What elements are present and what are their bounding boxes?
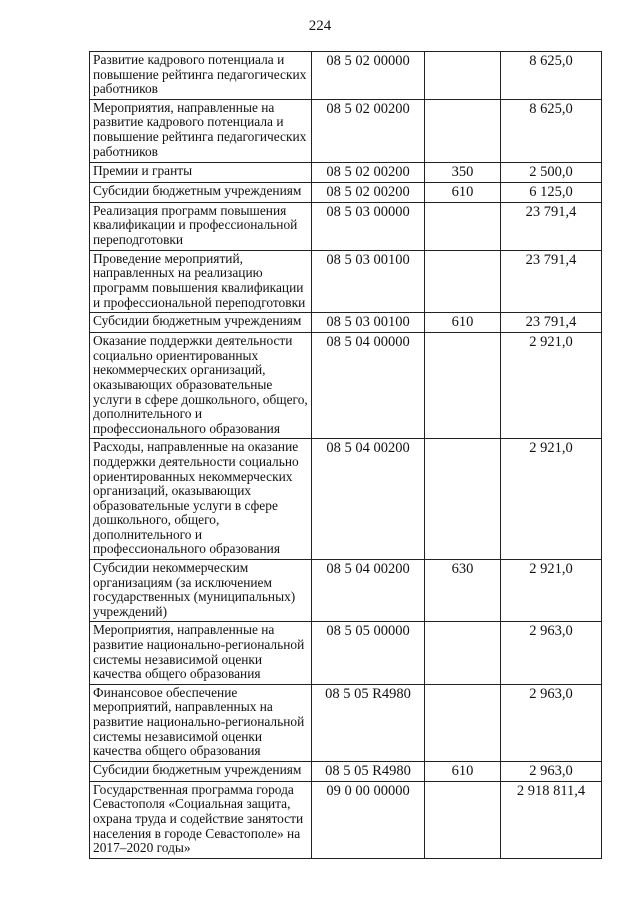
row-kvr: 610 (425, 761, 501, 781)
table-row (90, 52, 602, 100)
row-kvr (425, 52, 501, 100)
table-row (90, 333, 602, 439)
row-name: Мероприятия, направленные на развитие национально-региональной системы независимой оценки качества общего образования (90, 622, 312, 684)
row-code: 08 5 03 00100 (312, 313, 425, 333)
row-sum: 2 921,0 (501, 333, 602, 439)
row-code: 08 5 02 00200 (312, 99, 425, 162)
row-kvr (425, 684, 501, 761)
row-name: Государственная программа города Севастополя «Социальная защита, охрана труда и содействие занятости населения в городе Севастополе» на 2017–2020 годы» (90, 781, 312, 858)
row-name: Мероприятия, направленные на развитие кадрового потенциала и повышение рейтинга педагогических работников (90, 99, 312, 162)
row-code: 08 5 05 R4980 (312, 684, 425, 761)
table-row (90, 761, 602, 781)
row-code: 08 5 02 00000 (312, 52, 425, 100)
table-row (90, 622, 602, 684)
table-row (90, 313, 602, 333)
row-code: 09 0 00 00000 (312, 781, 425, 858)
row-kvr (425, 333, 501, 439)
row-sum: 6 125,0 (501, 182, 602, 202)
row-name: Премии и гранты (90, 162, 312, 182)
row-sum: 2 963,0 (501, 684, 602, 761)
table-row (90, 250, 602, 312)
row-code: 08 5 03 00000 (312, 202, 425, 250)
table-row (90, 99, 602, 162)
row-code: 08 5 04 00000 (312, 333, 425, 439)
row-name: Субсидии бюджетным учреждениям (90, 761, 312, 781)
row-sum: 2 921,0 (501, 560, 602, 622)
row-sum: 8 625,0 (501, 99, 602, 162)
row-sum: 2 918 811,4 (501, 781, 602, 858)
row-code: 08 5 02 00200 (312, 182, 425, 202)
row-name: Финансовое обеспечение мероприятий, направленных на развитие национально-региональной системы независимой оценки качества общего образования (90, 684, 312, 761)
row-name: Развитие кадрового потенциала и повышение рейтинга педагогических работников (90, 52, 312, 100)
row-kvr (425, 202, 501, 250)
row-sum: 2 921,0 (501, 439, 602, 560)
row-sum: 23 791,4 (501, 202, 602, 250)
row-kvr (425, 439, 501, 560)
row-kvr: 350 (425, 162, 501, 182)
row-code: 08 5 05 R4980 (312, 761, 425, 781)
row-kvr: 610 (425, 313, 501, 333)
row-code: 08 5 05 00000 (312, 622, 425, 684)
row-sum: 2 500,0 (501, 162, 602, 182)
row-sum: 23 791,4 (501, 250, 602, 312)
budget-table (89, 51, 602, 859)
row-name: Субсидии бюджетным учреждениям (90, 182, 312, 202)
row-code: 08 5 03 00100 (312, 250, 425, 312)
row-code: 08 5 02 00200 (312, 162, 425, 182)
row-sum: 23 791,4 (501, 313, 602, 333)
row-name: Проведение мероприятий, направленных на реализацию программ повышения квалификации и профессиональной переподготовки (90, 250, 312, 312)
table-row (90, 202, 602, 250)
row-sum: 2 963,0 (501, 761, 602, 781)
table-row (90, 439, 602, 560)
row-name: Оказание поддержки деятельности социально ориентированных некоммерческих организаций, оказывающих образовательные услуги в сфере дошкольного, общего, дополнительного и профессионального образования (90, 333, 312, 439)
row-kvr: 610 (425, 182, 501, 202)
row-kvr (425, 99, 501, 162)
row-kvr (425, 622, 501, 684)
row-kvr: 630 (425, 560, 501, 622)
row-kvr (425, 250, 501, 312)
row-code: 08 5 04 00200 (312, 439, 425, 560)
row-sum: 2 963,0 (501, 622, 602, 684)
table-row (90, 162, 602, 182)
table-row (90, 684, 602, 761)
table-row (90, 182, 602, 202)
row-name: Реализация программ повышения квалификации и профессиональной переподготовки (90, 202, 312, 250)
page-number: 224 (308, 18, 332, 34)
table-row (90, 781, 602, 858)
row-name: Субсидии бюджетным учреждениям (90, 313, 312, 333)
row-kvr (425, 781, 501, 858)
row-sum: 8 625,0 (501, 52, 602, 100)
row-name: Субсидии некоммерческим организациям (за исключением государственных (муниципальных) учреждений) (90, 560, 312, 622)
row-code: 08 5 04 00200 (312, 560, 425, 622)
row-name: Расходы, направленные на оказание поддержки деятельности социально ориентированных некоммерческих организаций, оказывающих образовательные услуги в сфере дошкольного, общего, дополнительного и профессионального образования (90, 439, 312, 560)
table-row (90, 560, 602, 622)
